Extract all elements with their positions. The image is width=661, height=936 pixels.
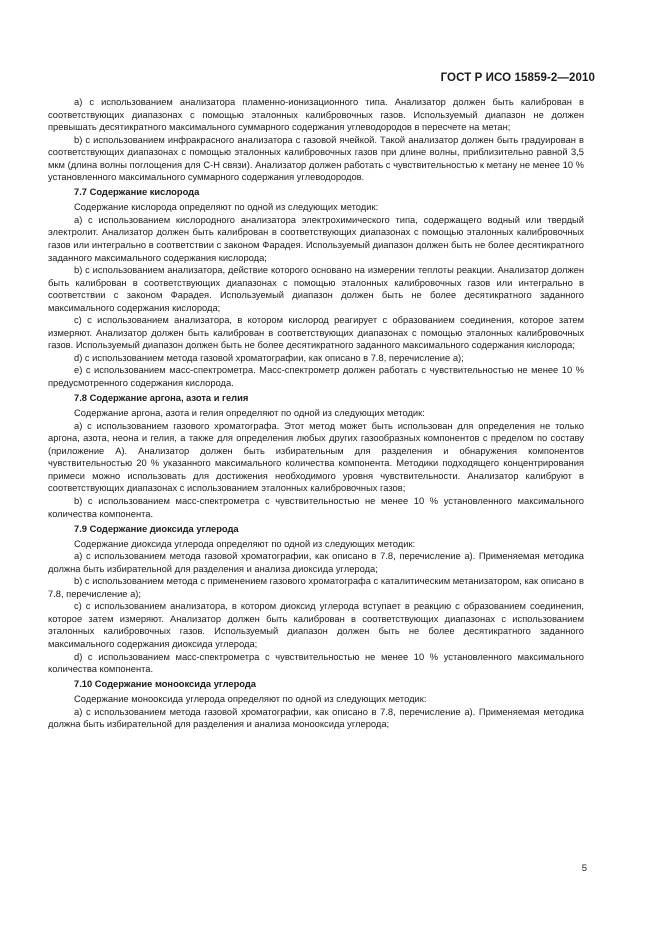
section-heading: 7.9 Содержание диоксида углерода <box>74 523 239 534</box>
paragraph: а) с использованием метода газовой хроматографии, как описано в 7.8, перечисление а). Применяемая методика должна быть избирательной для разделения и анализа монооксида углерода; <box>48 706 584 730</box>
paragraph: а) с использованием анализатора пламенно-ионизационного типа. Анализатор должен быть калиброван в соответствующих диапазонах с помощью эталонных калибровочных газов. Используемый диапазон не должен превышать десятикратного максимального суммарного содержания углеводородов в пересчете на метан; <box>48 97 584 133</box>
paragraph: с) с использованием анализатора, в котором диоксид углерода вступает в реакцию с образованием соединения, которое затем измеряют. Анализатор должен быть калиброван в соответствующих диапазонах с использованием эталонных калибровочных газов. Используемый диапазон должен быть не более десятикратного заданного максимального содержания диоксида углерода; <box>48 601 584 649</box>
paragraph: b) с использованием метода с применением газового хроматографа с каталитическим метанизатором, как описано в 7.8, перечисление а); <box>48 576 584 599</box>
paragraph: Содержание кислорода определяют по одной из следующих методик: <box>74 202 379 213</box>
section-heading: 7.7 Содержание кислорода <box>74 187 200 198</box>
paragraph: а) с использованием кислородного анализатора электрохимического типа, содержащего водный или твердый электролит. Анализатор должен быть калиброван в соответствующих диапазонах с помощью эталонных калибровочных газов или интегрально в соответствии с законом Фарадея. Используемый диапазон должен быть не более десятикратного заданного максимального содержания кислорода; <box>48 214 584 263</box>
paragraph: b) с использованием инфракрасного анализатора с газовой ячейкой. Такой анализатор должен быть градуирован в соответствующих диапазонах с помощью эталонных калибровочных газов при длине волны, приблизительно равной 3,5 мкм (длина волны поглощения для С-Н связи). Анализатор должен работать с чувствительностью к метану не менее 10 % установленного максимального суммарного содержания углеводородов. <box>48 134 584 183</box>
paragraph: Содержание аргона, азота и гелия определяют по одной из следующих методик: <box>74 408 425 419</box>
section-heading: 7.10 Содержание монооксида углерода <box>74 679 256 690</box>
section-heading: 7.8 Содержание аргона, азота и гелия <box>74 393 249 404</box>
paragraph: а) с использованием метода газовой хроматографии, как описано в 7.8, перечисление а). Применяемая методика должна быть избирательной для разделения и анализа диоксида углерода; <box>48 551 584 574</box>
paragraph: Содержание диоксида углерода определяют по одной из следующих методик: <box>74 538 416 549</box>
document-body <box>48 96 584 731</box>
paragraph: е) с использованием масс-спектрометра. Масс-спектрометр должен работать с чувствительностью не менее 10 % предусмотренного содержания кислорода. <box>48 365 584 389</box>
page-number: 5 <box>581 863 587 874</box>
standard-id-header: ГОСТ Р ИСО 15859-2—2010 <box>440 72 595 84</box>
paragraph: Содержание монооксида углерода определяют по одной из следующих методик: <box>74 694 427 705</box>
paragraph: b) с использованием анализатора, действие которого основано на измерении теплоты реакции. Анализатор должен быть калиброван в соответствующих диапазонах с помощью эталонных калибровочных газов или интегрально в соответствии с законом Фарадея. Используемый диапазон должен быть не более десятикратного заданного максимального содержания кислорода; <box>48 265 584 313</box>
paragraph: а) с использованием газового хроматографа. Этот метод может быть использован для определения не только аргона, азота, неона и гелия, а также для определения любых других газообразных компонентов с пределом по составу (приложение А). Анализатор должен быть избирательным для разделения и обнаружения компонентов чувствительностью 20 % указанного максимального количества компонента. Методики подходящего концентрирования примеси можно использовать для достижения необходимого уровня чувствительности. Анализатор калибруют в соответствующих диапазонах с использованием эталонных калибровочных газов; <box>48 420 584 494</box>
paragraph: с) с использованием анализатора, в котором кислород реагирует с образованием соединения, которое затем измеряют. Анализатор должен быть калиброван в соответствующих диапазонах с помощью эталонных калибровочных газов. Используемый диапазон должен быть не более десятикратного заданного максимального содержания кислорода; <box>48 315 584 351</box>
paragraph: d) с использованием масс-спектрометра с чувствительностью не менее 10 % установленного максимального количества компонента. <box>48 651 584 675</box>
paragraph: d) с использованием метода газовой хроматографии, как описано в 7.8, перечисление а); <box>74 352 464 363</box>
paragraph: b) с использованием масс-спектрометра с чувствительностью не менее 10 % установленного максимального количества компонента. <box>48 495 584 519</box>
